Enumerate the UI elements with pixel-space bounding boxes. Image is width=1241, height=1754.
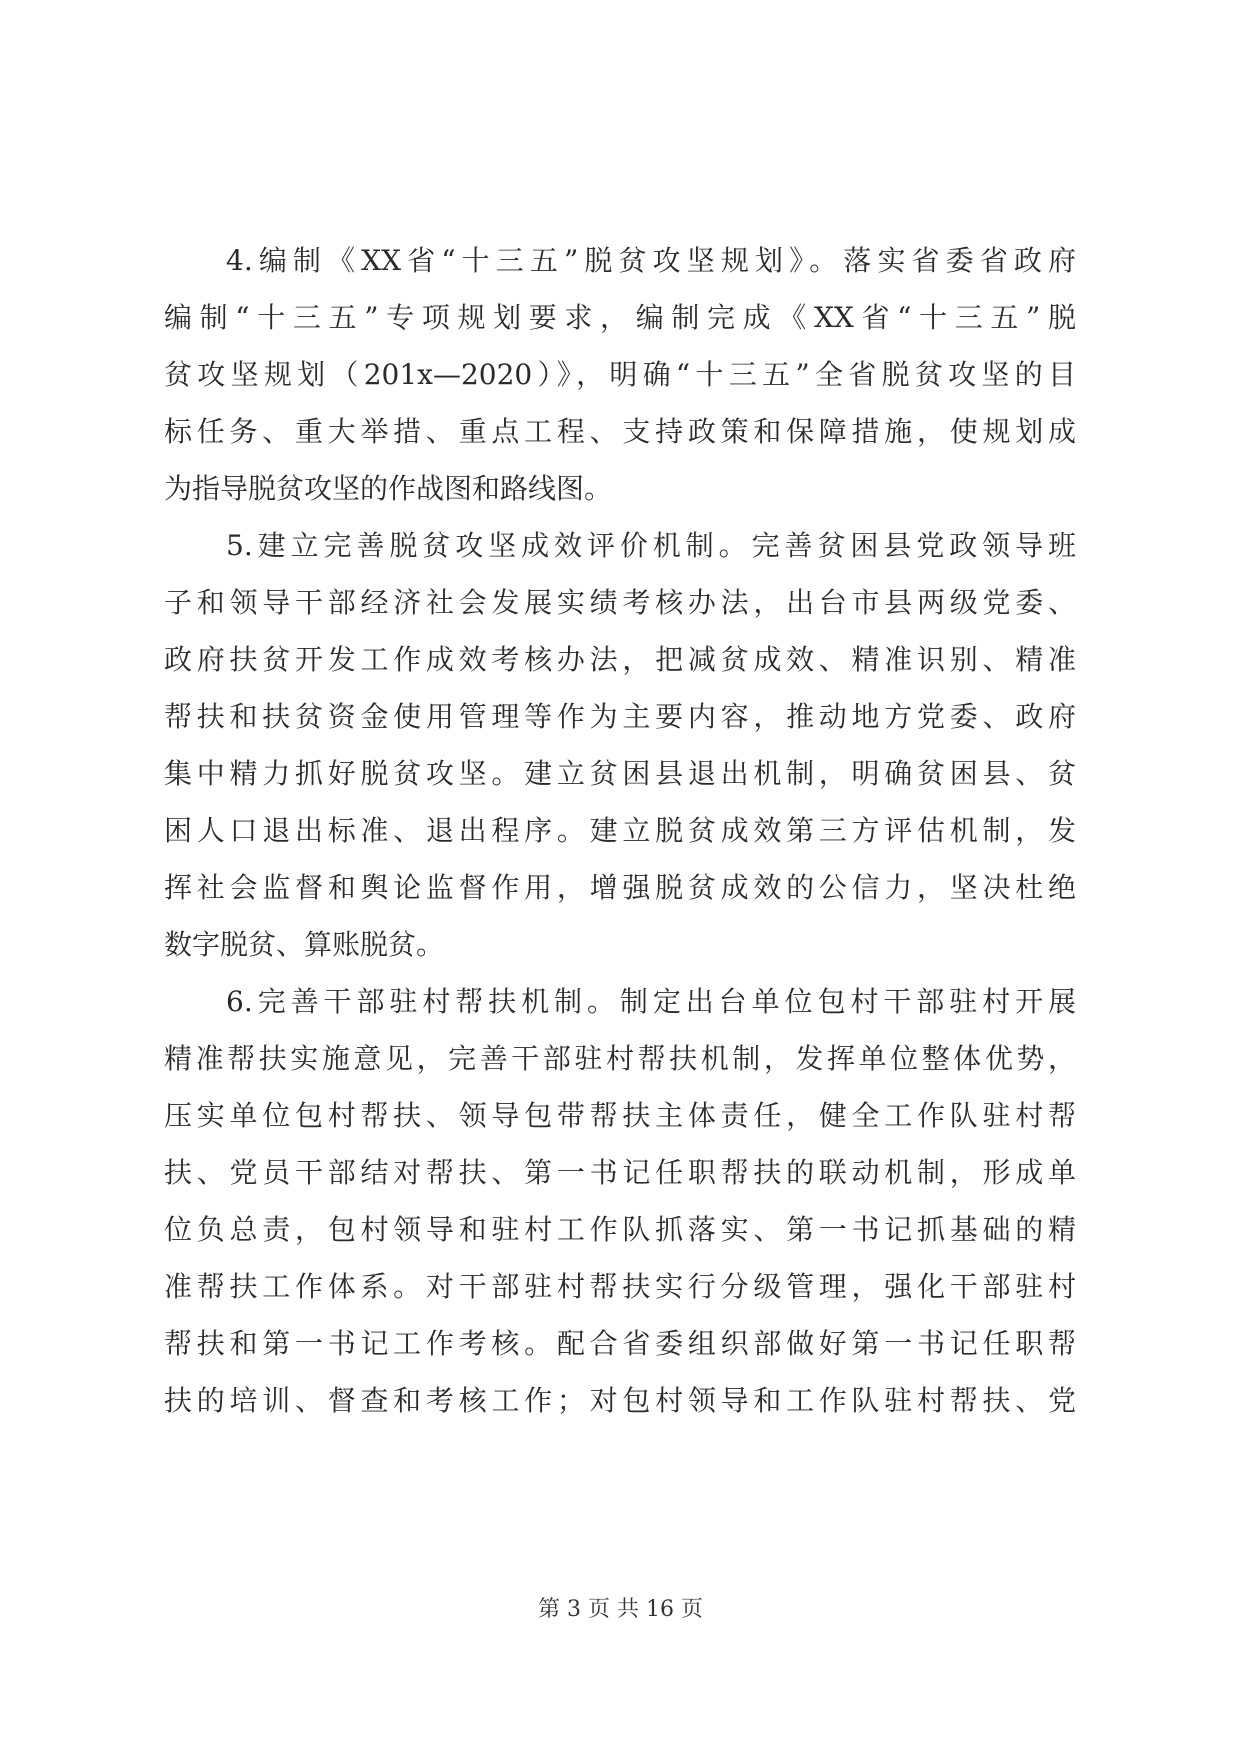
paragraph-5-line-5: 集中精力抓好脱贫攻坚。建立贫困县退出机制，明确贫困县、贫 [164,757,1076,790]
paragraph-5-line-6: 困人口退出标准、退出程序。建立脱贫成效第三方评估机制，发 [164,814,1076,847]
paragraph-5-line-2: 子和领导干部经济社会发展实绩考核办法，出台市县两级党委、 [164,586,1076,619]
paragraph-5-line-7: 挥社会监督和舆论监督作用，增强脱贫成效的公信力，坚决杜绝 [164,871,1076,904]
paragraph-6-line-3: 压实单位包村帮扶、领导包带帮扶主体责任，健全工作队驻村帮 [164,1099,1076,1132]
paragraph-6-line-1: 6.完善干部驻村帮扶机制。制定出台单位包村干部驻村开展 [226,985,1076,1018]
paragraph-6-line-4: 扶、党员干部结对帮扶、第一书记任职帮扶的联动机制，形成单 [164,1156,1076,1189]
paragraph-5-line-4: 帮扶和扶贫资金使用管理等作为主要内容，推动地方党委、政府 [164,700,1076,733]
paragraph-4-line-3: 贫攻坚规划（201x—2020）》，明确“十三五”全省脱贫攻坚的目 [164,358,1076,391]
paragraph-4-line-2: 编制“十三五”专项规划要求，编制完成《XX省“十三五”脱 [164,301,1076,334]
paragraph-5-line-8: 数字脱贫、算账脱贫。 [164,928,445,961]
paragraph-4-line-1: 4.编制《XX省“十三五”脱贫攻坚规划》。落实省委省政府 [226,244,1076,277]
paragraph-6-line-8: 扶的培训、督查和考核工作；对包村领导和工作队驻村帮扶、党 [164,1384,1076,1417]
paragraph-6-line-6: 准帮扶工作体系。对干部驻村帮扶实行分级管理，强化干部驻村 [164,1270,1076,1303]
page-number-footer: 第 3 页 共 16 页 [538,1597,703,1622]
paragraph-5-line-1: 5.建立完善脱贫攻坚成效评价机制。完善贫困县党政领导班 [226,529,1076,562]
paragraph-5-line-3: 政府扶贫开发工作成效考核办法，把减贫成效、精准识别、精准 [164,643,1076,676]
paragraph-6-line-5: 位负总责，包村领导和驻村工作队抓落实、第一书记抓基础的精 [164,1213,1076,1246]
paragraph-4-line-5: 为指导脱贫攻坚的作战图和路线图。 [164,472,613,505]
paragraph-4-line-4: 标任务、重大举措、重点工程、支持政策和保障措施，使规划成 [164,415,1076,448]
paragraph-6-line-2: 精准帮扶实施意见，完善干部驻村帮扶机制，发挥单位整体优势， [164,1042,1076,1075]
paragraph-6-line-7: 帮扶和第一书记工作考核。配合省委组织部做好第一书记任职帮 [164,1327,1076,1360]
document-body [164,232,1076,1429]
